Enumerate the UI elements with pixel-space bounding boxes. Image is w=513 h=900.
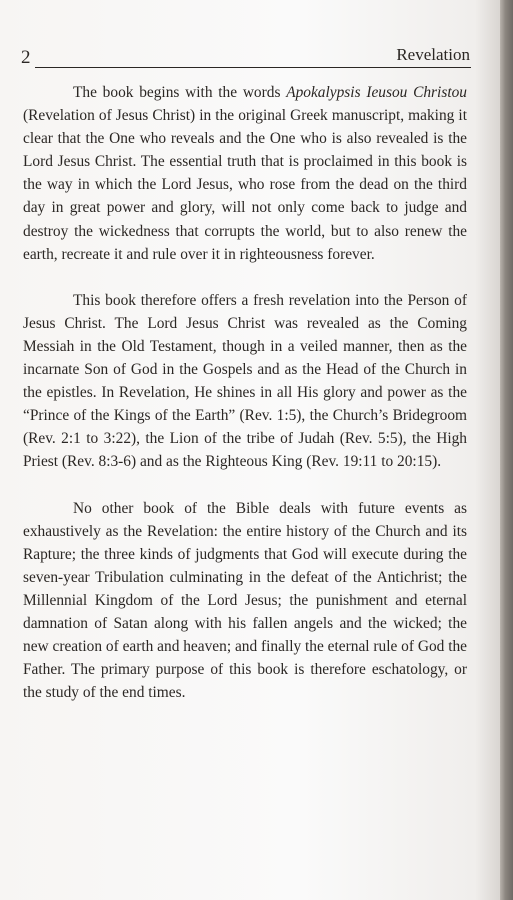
running-head: Revelation (396, 45, 470, 64)
greek-title: Apokalypsis Ieusou Christou (286, 84, 467, 101)
page-number: 2 (21, 47, 31, 68)
paragraph-1-intro: The book begins with the words (73, 84, 287, 101)
paragraph-3: No other book of the Bible deals with future events as exhaustively as the Revelation: the entire history of the Church and its Rapture; the three kinds of judgments that God will execute during the seven-year Tribulation culminating in the defeat of the Antichrist; the Millennial Kingdom of the Lord Jesus; the punishment and eternal damnation of Satan along with his fallen angels and the wicked; the new creation of earth and heaven; and finally the eternal rule of God the Father. The primary purpose of this book is therefore eschatology, or the study of the end times. (23, 499, 467, 702)
paragraph-2: This book therefore offers a fresh revelation into the Person of Jesus Christ. The Lord Jesus Christ was revealed as the Coming Messiah in the Old Testament, though in a veiled manner, then as the incarnate Son of God in the Gospels and as the Head of the Church in the epistles. In Revelation, He shines in all His glory and power as the “Prince of the Kings of the Earth” (Rev. 1:5), the Church’s Bridegroom (Rev. 2:1 to 3:22), the Lion of the tribe of Judah (Rev. 5:5), the High Priest (Rev. 8:3-6) and as the Righteous King (Rev. 19:11 to 20:15). (23, 291, 467, 471)
body-text (23, 81, 467, 704)
paragraph-1 (23, 81, 467, 266)
paragraph-1-rest: (Revelation of Jesus Christ) in the original Greek manuscript, making it clear that the One who reveals and the One who is also revealed is the Lord Jesus Christ. The essential truth that is proclaimed in this book is the way in which the Lord Jesus, who rose from the dead on the third day in great power and glory, will not only come back to judge and destroy the wickedness that corrupts the world, but to also renew the earth, recreate it and rule over it in righteousness forever. (23, 107, 467, 263)
header-rule (35, 67, 471, 68)
book-page-edge (500, 0, 513, 900)
